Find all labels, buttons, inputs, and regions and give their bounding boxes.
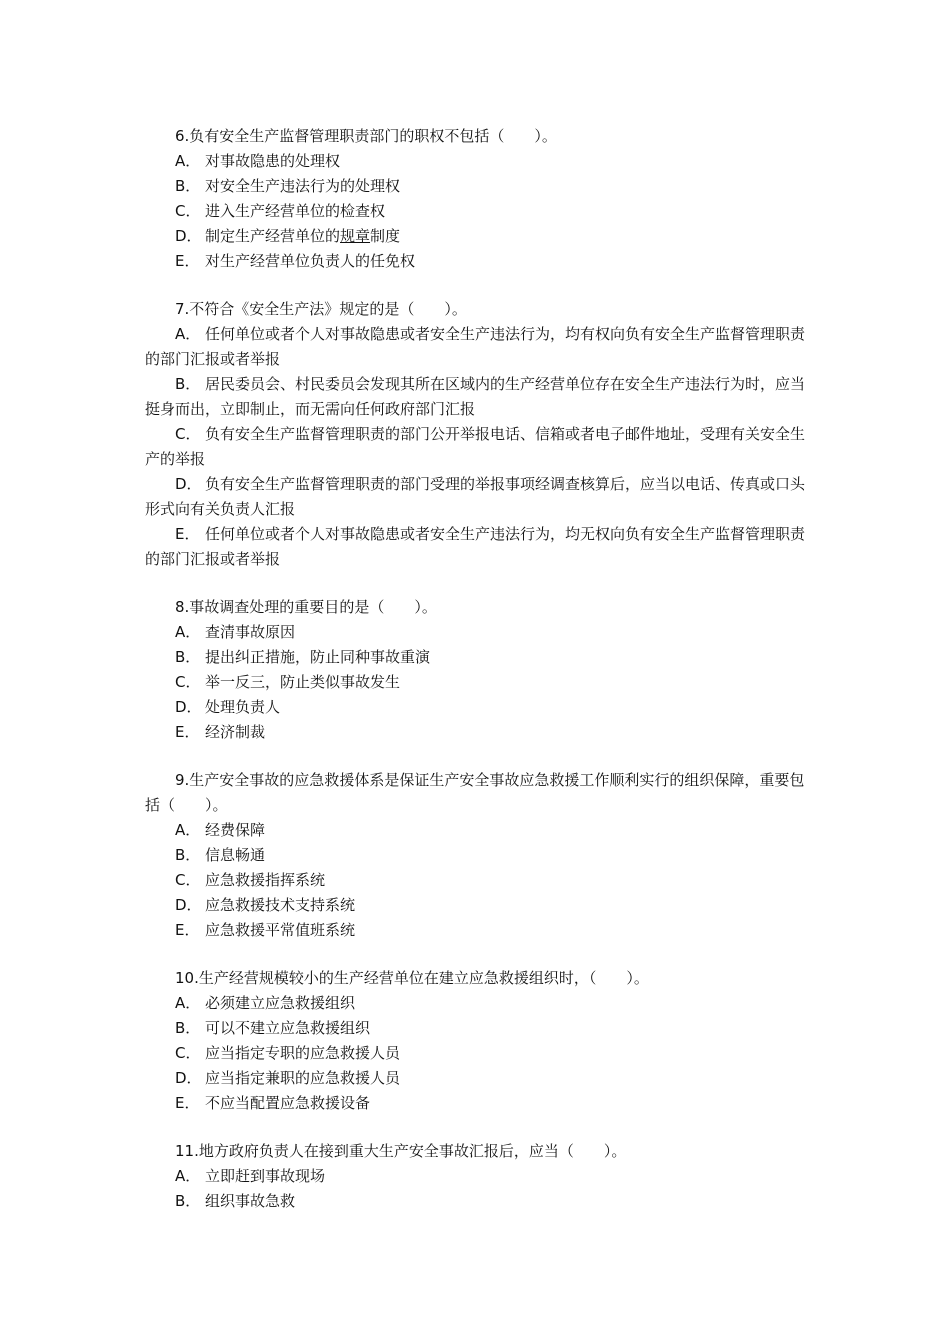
question-9 xyxy=(145,768,805,943)
option-a: A． 查清事故原因 xyxy=(175,623,296,641)
underlined-term: 规章 xyxy=(340,227,371,245)
option-c: C． 进入生产经营单位的检查权 xyxy=(175,202,386,220)
option-d: D． 制定生产经营单位的规章制度 xyxy=(175,227,401,245)
option-e: E． 经济制裁 xyxy=(175,723,266,741)
option-d: D． 应当指定兼职的应急救援人员 xyxy=(175,1069,401,1087)
option-a: A． 任何单位或者个人对事故隐患或者安全生产违法行为，均有权向负有安全生产监督管理职责的部门汇报或者举报 xyxy=(145,325,806,368)
option-a: A． 经费保障 xyxy=(175,821,266,839)
question-stem: 11.地方政府负责人在接到重大生产安全事故汇报后，应当（ ）。 xyxy=(175,1142,627,1160)
option-b: B． 居民委员会、村民委员会发现其所在区域内的生产经营单位存在安全生产违法行为时，应当挺身而出，立即制止，而无需向任何政府部门汇报 xyxy=(145,375,806,418)
option-b: B． 组织事故急救 xyxy=(175,1192,296,1210)
option-a: A． 对事故隐患的处理权 xyxy=(175,152,341,170)
option-e: E． 对生产经营单位负责人的任免权 xyxy=(175,252,416,270)
option-e: E． 任何单位或者个人对事故隐患或者安全生产违法行为，均无权向负有安全生产监督管理职责的部门汇报或者举报 xyxy=(145,525,806,568)
question-stem: 8.事故调查处理的重要目的是（ ）。 xyxy=(175,598,437,616)
question-10 xyxy=(145,966,805,1116)
option-b: B． 信息畅通 xyxy=(175,846,266,864)
question-6 xyxy=(145,124,805,274)
option-e: E． 不应当配置应急救援设备 xyxy=(175,1094,371,1112)
question-8 xyxy=(145,595,805,745)
option-d: D． 处理负责人 xyxy=(175,698,281,716)
option-c: C． 负有安全生产监督管理职责的部门公开举报电话、信箱或者电子邮件地址，受理有关安全生产的举报 xyxy=(145,425,806,468)
option-b: B． 可以不建立应急救援组织 xyxy=(175,1019,371,1037)
document-page xyxy=(145,124,805,1237)
question-stem: 10.生产经营规模较小的生产经营单位在建立应急救援组织时，（ ）。 xyxy=(175,969,649,987)
option-a: A． 立即赶到事故现场 xyxy=(175,1167,326,1185)
option-e: E． 应急救援平常值班系统 xyxy=(175,921,356,939)
option-b: B． 对安全生产违法行为的处理权 xyxy=(175,177,401,195)
question-stem: 6.负有安全生产监督管理职责部门的职权不包括（ ）。 xyxy=(175,127,557,145)
option-c: C． 应当指定专职的应急救援人员 xyxy=(175,1044,401,1062)
option-c: C． 应急救援指挥系统 xyxy=(175,871,326,889)
option-c: C． 举一反三，防止类似事故发生 xyxy=(175,673,401,691)
option-b: B． 提出纠正措施，防止同种事故重演 xyxy=(175,648,431,666)
question-7 xyxy=(145,297,805,572)
question-11 xyxy=(145,1139,805,1214)
option-a: A． 必须建立应急救援组织 xyxy=(175,994,356,1012)
option-d: D． 应急救援技术支持系统 xyxy=(175,896,356,914)
option-d: D． 负有安全生产监督管理职责的部门受理的举报事项经调查核算后，应当以电话、传真或口头形式向有关负责人汇报 xyxy=(145,475,806,518)
question-stem: 9.生产安全事故的应急救援体系是保证生产安全事故应急救援工作顺利实行的组织保障，重要包括（ ）。 xyxy=(145,771,805,814)
question-stem: 7.不符合《安全生产法》规定的是（ ）。 xyxy=(175,300,467,318)
